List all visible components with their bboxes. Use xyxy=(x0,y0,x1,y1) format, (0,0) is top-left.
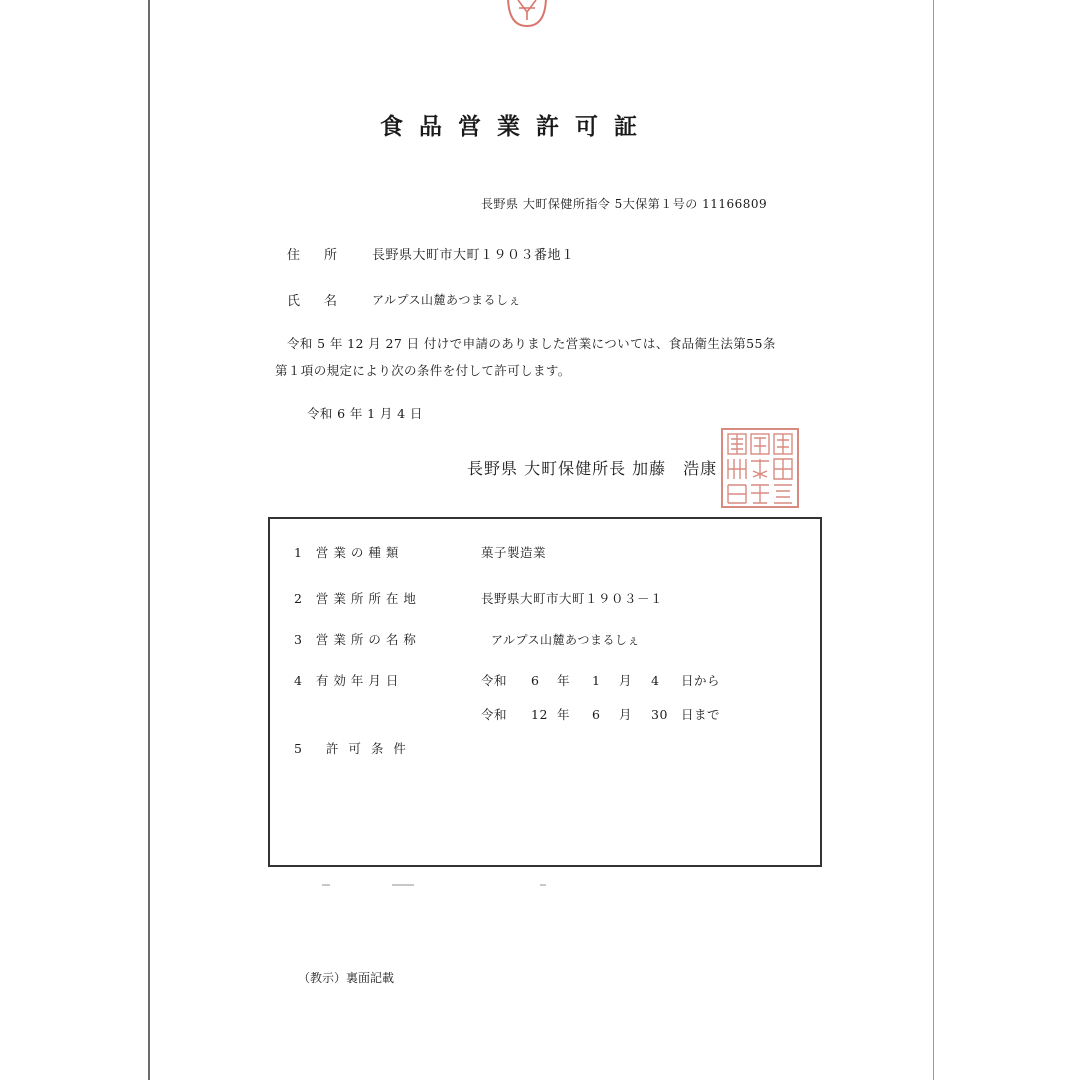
row2-label: 2 営業所所在地 xyxy=(294,591,421,606)
valid-to-month: 6 xyxy=(592,707,601,722)
body-text-line1: 令和 5 年 12 月 27 日 付けで申請のありました営業については、食品衛生法第55条 xyxy=(287,336,776,351)
valid-from-month-unit: 月 xyxy=(619,673,633,688)
top-seal-icon xyxy=(504,0,550,30)
row2-value: 長野県大町市大町１９０３－１ xyxy=(481,591,664,606)
page-right-edge xyxy=(933,0,934,1080)
body-text-line2: 第１項の規定により次の条件を付して許可します。 xyxy=(275,363,571,378)
valid-from-year: 6 xyxy=(531,673,540,688)
valid-to-era: 令和 xyxy=(481,707,508,722)
permit-details-box xyxy=(268,517,822,867)
issuer-name: 長野県 大町保健所長 加藤 浩康 xyxy=(467,459,718,478)
valid-from-suffix: 日から xyxy=(681,673,721,688)
valid-to-month-unit: 月 xyxy=(619,707,633,722)
valid-from xyxy=(481,671,720,689)
valid-from-era: 令和 xyxy=(481,673,508,688)
address-label: 住所 xyxy=(287,248,362,263)
valid-to-year: 12 xyxy=(531,707,548,722)
valid-from-month: 1 xyxy=(592,673,601,688)
permit-number: 長野県 大町保健所指令 5大保第１号の 11166809 xyxy=(481,197,768,211)
row5-label: 5 許可条件 xyxy=(294,741,416,756)
valid-to-day: 30 xyxy=(651,707,668,722)
document-title: 食品営業許可証 xyxy=(380,113,653,140)
row4-label: 4 有効年月日 xyxy=(294,673,404,688)
valid-to-suffix: 日まで xyxy=(681,707,721,722)
valid-from-day: 4 xyxy=(651,673,660,688)
official-seal-icon xyxy=(720,427,800,509)
row3-label: 3 営業所の名称 xyxy=(294,632,421,647)
row1-value: 菓子製造業 xyxy=(481,545,547,560)
scan-speck xyxy=(322,884,330,886)
name-label: 氏名 xyxy=(287,294,362,309)
valid-from-year-unit: 年 xyxy=(557,673,571,688)
scan-speck xyxy=(540,884,546,886)
row1-label: 1 営業の種類 xyxy=(294,545,404,560)
issue-date: 令和 6 年 1 月 4 日 xyxy=(307,406,423,421)
page-left-edge xyxy=(148,0,150,1080)
address-value: 長野県大町市大町１９０３番地１ xyxy=(372,248,575,263)
valid-to-year-unit: 年 xyxy=(557,707,571,722)
scan-speck xyxy=(392,884,414,886)
valid-to xyxy=(481,705,720,723)
row3-value: アルプス山麓あつまるしぇ xyxy=(491,633,641,647)
footnote: （教示）裏面記載 xyxy=(298,971,395,985)
name-value: アルプス山麓あつまるしぇ xyxy=(372,293,522,307)
